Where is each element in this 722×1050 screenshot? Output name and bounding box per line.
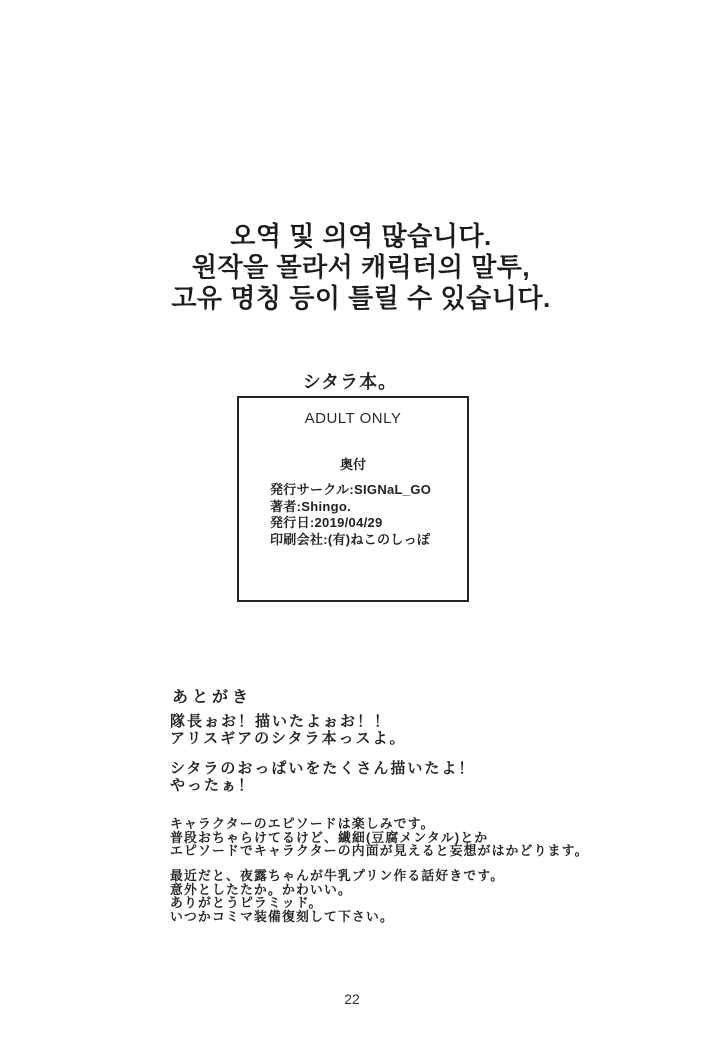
- page-number: 22: [344, 991, 360, 1007]
- afterword-line: シタラのおっぱいをたくさん描いたよ！: [170, 760, 476, 777]
- afterword-line: キャラクターのエピソードは楽しみです。: [170, 816, 435, 831]
- afterword-line: エピソードでキャラクターの内面が見えると妄想がはかどります。: [170, 843, 589, 858]
- publisher-circle-line: 発行サークル:SIGNaL_GO: [270, 482, 432, 497]
- afterword-line: やったぁ！: [170, 776, 256, 794]
- translation-disclaimer: [0, 221, 722, 314]
- afterword-paragraph: [170, 714, 407, 747]
- afterword-line: 最近だと、夜露ちゃんが牛乳プリン作る話好きです。: [170, 868, 505, 883]
- publish-date-line: 発行日:2019/04/29: [270, 515, 383, 530]
- disclaimer-line: 고유 명칭 등이 틀릴 수 있습니다.: [171, 283, 551, 313]
- afterword-line: 隊長ぉお！描いたよぉお！！: [170, 713, 392, 730]
- afterword-line: いつかコミマ装備復刻して下さい。: [170, 908, 394, 924]
- colophon-box: [237, 396, 469, 602]
- disclaimer-line: 원작을 몰라서 캐릭터의 말투,: [191, 252, 531, 282]
- afterword-heading: あとがき: [172, 689, 253, 706]
- afterword-paragraph: [170, 761, 475, 794]
- disclaimer-line: 오역 및 의역 많습니다.: [230, 221, 492, 251]
- afterword-paragraph: [170, 817, 589, 858]
- book-title: シタラ本。: [302, 372, 398, 392]
- afterword-paragraph: [170, 869, 504, 923]
- afterword-line: ありがとうピラミッド。: [170, 895, 323, 910]
- author-line: 著者:Shingo.: [270, 498, 351, 514]
- afterword-line: 普段おちゃらけてるけど、繊細(豆腐メンタル)とか: [170, 829, 489, 845]
- colophon-heading: 奥付: [339, 457, 366, 472]
- colophon-info: [270, 482, 431, 548]
- afterword-line: 意外としたたか。かわいい。: [170, 881, 352, 897]
- afterword-line: アリスギアのシタラ本っスよ。: [170, 729, 407, 747]
- printer-line: 印刷会社:(有)ねこのしっぽ: [270, 531, 431, 547]
- adult-only-label: ADULT ONLY: [304, 410, 402, 427]
